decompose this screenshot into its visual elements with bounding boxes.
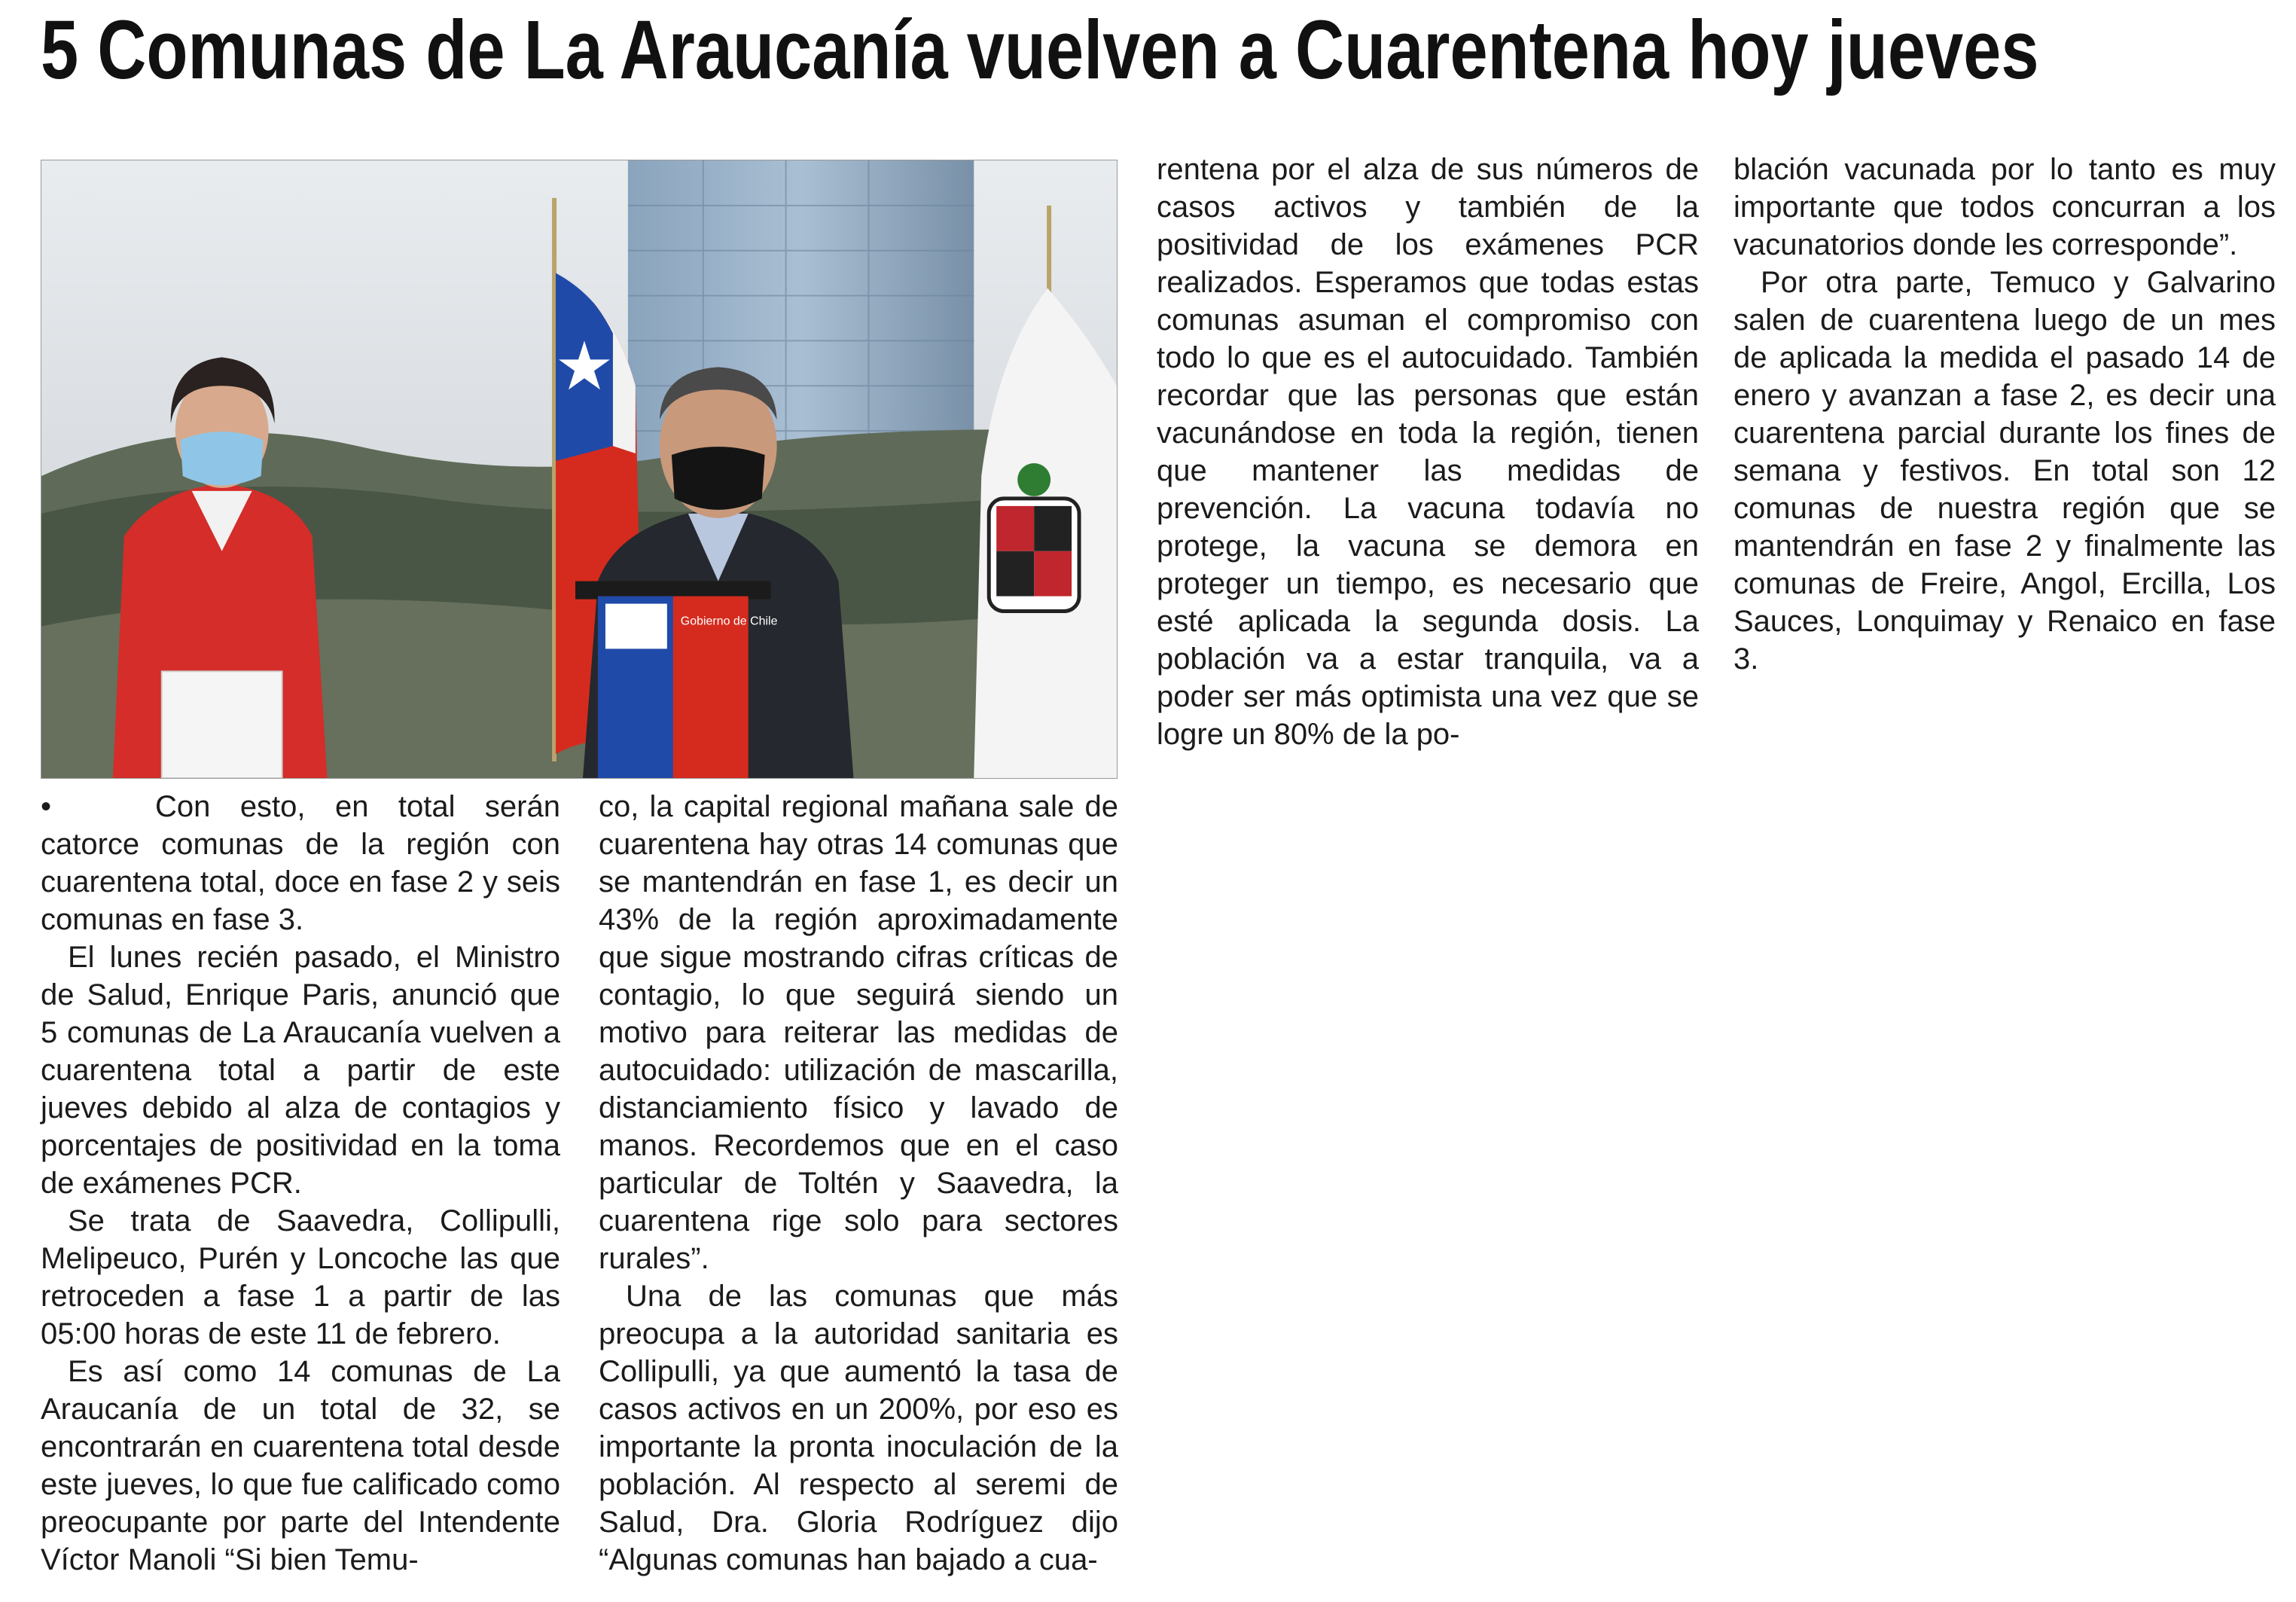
headline: 5 Comunas de La Araucanía vuelven a Cuarentena hoy jueves <box>41 4 2039 96</box>
column-3 <box>1157 151 1699 753</box>
paragraph: Es así como 14 comunas de La Araucanía de un total de 32, se encontrarán en cuarentena total desde este jueves, lo que fue calificado como preocupante por parte del Intendente Víctor Manoli “Si bien Temu- <box>41 1355 560 1576</box>
column-2 <box>599 788 1118 1579</box>
paragraph: Una de las comunas que más preocupa a la autoridad sanitaria es Collipulli, ya que aumentó la tasa de casos activos en un 200%, por eso es importante la pronta inoculación de la población. Al respecto al seremi de Salud, Dra. Gloria Rodríguez dijo “Algunas comunas han bajado a cua- <box>599 1280 1118 1576</box>
bullet-marker: • <box>41 790 52 823</box>
news-photo <box>41 160 1118 779</box>
press-conference-illustration <box>41 160 1117 778</box>
paragraph: co, la capital regional mañana sale de cuarentena hay otras 14 comunas que se mantendrán en fase 1, es decir un 43% de la región aproximadamente que sigue mostrando cifras críticas de contagio, lo que seguirá siendo un motivo para reiterar las medidas de autocuidado: utilización de mascarilla, distanciamiento físico y lavado de manos. Recordemos que en el caso particular de Toltén y Saavedra, la cuarentena rige solo para sectores rurales”. <box>599 790 1118 1275</box>
paragraph: El lunes recién pasado, el Ministro de Salud, Enrique Paris, anunció que 5 comunas de La Araucanía vuelven a cuarentena total a partir de este jueves debido al alza de contagios y porcentajes de positividad en la toma de exámenes PCR. <box>41 941 560 1200</box>
paragraph: Por otra parte, Temuco y Galvarino salen de cuarentena luego de un mes de aplicada la medida el pasado 14 de enero y avanzan a fase 2, es decir una cuarentena parcial durante los fines de semana y festivos. En total son 12 comunas de nuestra región que se mantendrán en fase 2 y finalmente las comunas de Freire, Angol, Ercilla, Los Sauces, Lonquimay y Renaico en fase 3. <box>1733 266 2276 676</box>
column-1 <box>41 788 560 1579</box>
column-4 <box>1733 151 2276 678</box>
paragraph: Se trata de Saavedra, Collipulli, Melipeuco, Purén y Loncoche las que retroceden a fase 1 a partir de las 05:00 horas de este 11 de febrero. <box>41 1204 560 1350</box>
paragraph: rentena por el alza de sus números de casos activos y también de la positividad de los exámenes PCR realizados. Esperamos que todas estas comunas asuman el compromiso con todo lo que es el autocuidado. También recordar que las personas que están vacunándose en toda la región, tienen que mantener las medidas de prevención. La vacuna todavía no protege, la vacuna se demora en proteger un tiempo, es necesario que esté aplicada la segunda dosis. La población va a estar tranquila, va a poder ser más optimista una vez que se logre un 80% de la po- <box>1157 153 1699 751</box>
paragraph: blación vacunada por lo tanto es muy importante que todos concurran a los vacunatorios donde les corresponde”. <box>1733 153 2276 261</box>
podium-sign: Gobierno de Chile <box>680 615 778 628</box>
paragraph: • Con esto, en total serán catorce comunas de la región con cuarentena total, doce en fase 2 y seis comunas en fase 3. <box>41 788 560 938</box>
